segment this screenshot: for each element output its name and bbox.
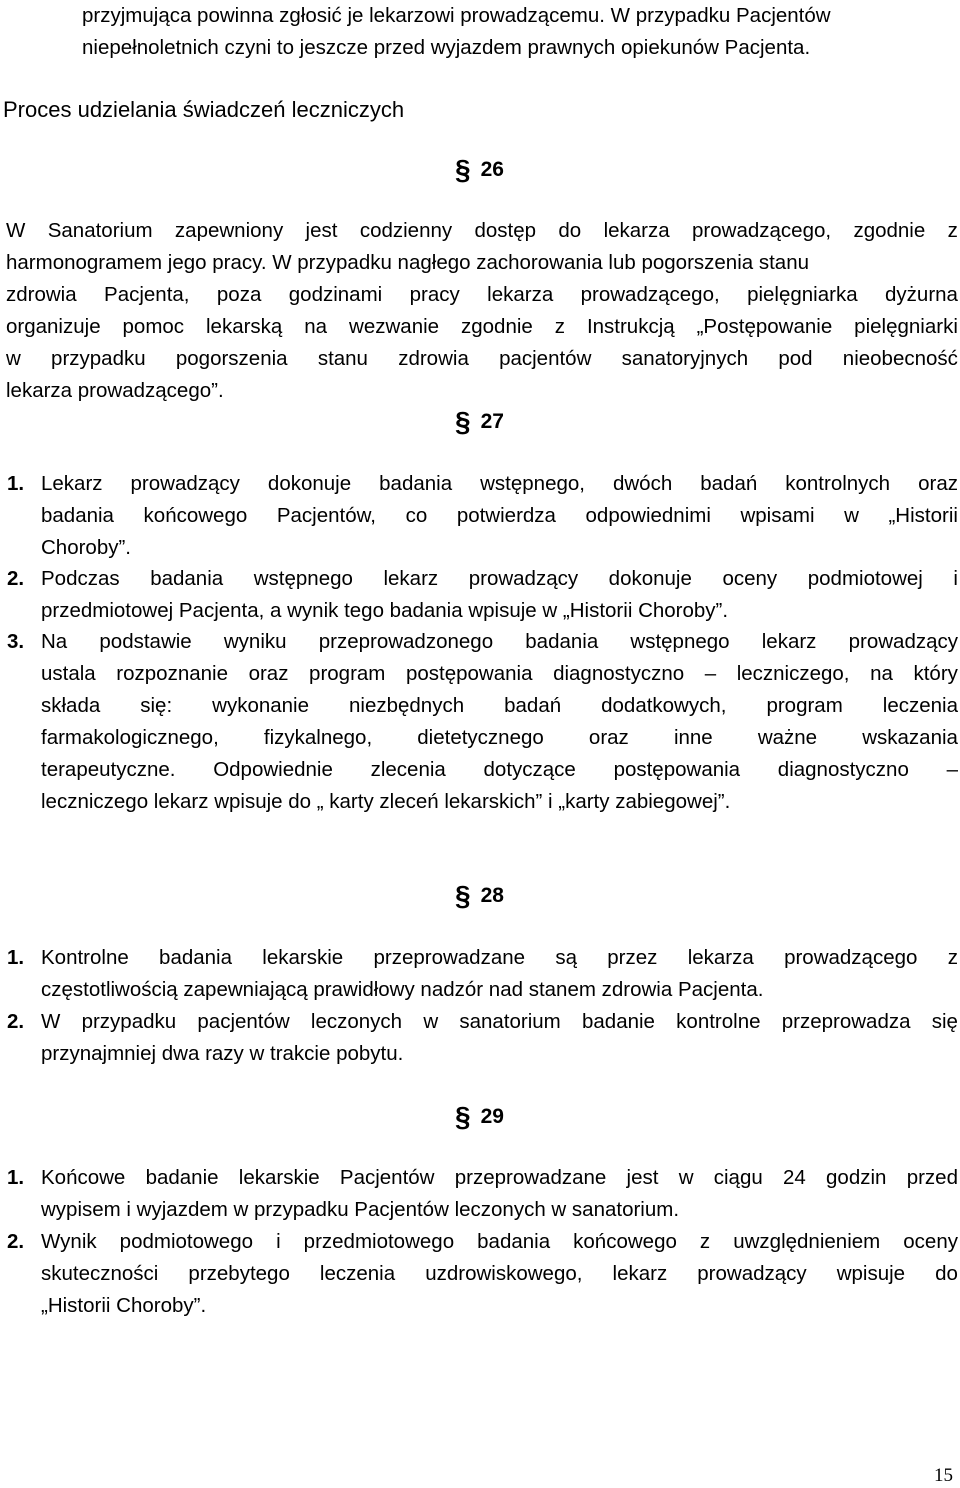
word: lekarz — [761, 630, 817, 653]
word: fizykalnego, — [263, 726, 373, 749]
word: przez — [607, 946, 658, 969]
word: dokonuje — [267, 472, 352, 495]
word: godzin — [826, 1166, 887, 1189]
word: organizuje — [6, 315, 101, 338]
word: dokonuje — [608, 567, 692, 590]
word: postępowania — [405, 662, 533, 685]
text-line — [41, 1166, 958, 1190]
text-line — [41, 662, 958, 686]
word: sanatorium — [459, 1010, 561, 1033]
word: badania — [159, 946, 233, 969]
text-line — [6, 347, 958, 371]
word: prowadzącego, — [580, 283, 720, 306]
text-line — [41, 472, 958, 496]
word: zdrowia — [398, 347, 469, 370]
word: potwierdza — [456, 504, 556, 527]
word: dwóch — [612, 472, 673, 495]
word: zapewniony — [174, 219, 284, 242]
text-line — [41, 1262, 958, 1286]
word: w — [6, 347, 21, 370]
word: skuteczności — [41, 1262, 159, 1285]
word: przypadku — [51, 347, 146, 370]
section-sign: § — [455, 1101, 471, 1132]
word: prowadzący — [697, 1262, 807, 1285]
word: pielęgniarka — [747, 283, 858, 306]
word: badania — [477, 1230, 551, 1253]
word: ciągu — [713, 1166, 763, 1189]
paragraph-26-number — [455, 154, 504, 185]
text-line: wypisem i wyjazdem w przypadku Pacjentów leczonych w sanatorium. — [41, 1198, 680, 1221]
word: lekarską — [206, 315, 283, 338]
word: terapeutyczne. — [41, 758, 176, 781]
text-line: przynajmniej dwa razy w trakcie pobytu. — [41, 1042, 404, 1065]
word: Instrukcją — [586, 315, 675, 338]
word: dodatkowych, — [601, 694, 727, 717]
word: uzdrowiskowego, — [425, 1262, 583, 1285]
word: na — [304, 315, 328, 338]
word: leczenia — [319, 1262, 396, 1285]
intro-line-2: niepełnoletnich czyni to jeszcze przed wyjazdem prawnych opiekunów Pacjenta. — [82, 36, 811, 59]
word: Pacjenta, — [104, 283, 190, 306]
word: lekarza — [487, 283, 554, 306]
intro-line-1: przyjmująca powinna zgłosić je lekarzowi prowadzącemu. W przypadku Pacjentów — [82, 4, 831, 27]
word: są — [555, 946, 577, 969]
word: jest — [626, 1166, 659, 1189]
word: prowadzącego — [784, 946, 918, 969]
word: niezbędnych — [349, 694, 465, 717]
text-line: leczniczego lekarz wpisuje do „ karty zleceń lekarskich” i „karty zabiegowej”. — [41, 790, 731, 813]
text-line — [41, 946, 958, 970]
word: lekarza — [687, 946, 754, 969]
word: pacjentów — [197, 1010, 290, 1033]
paragraph-number-text: 29 — [480, 1105, 504, 1128]
word: stanu — [317, 347, 368, 370]
word: z — [947, 946, 958, 969]
word: jest — [305, 219, 338, 242]
word: przeprowadza — [781, 1010, 911, 1033]
word: rozpoznanie — [116, 662, 228, 685]
text-line — [41, 630, 958, 654]
word: Pacjentów, — [276, 504, 376, 527]
word: końcowego — [143, 504, 248, 527]
word: badań — [700, 472, 758, 495]
word: i — [276, 1230, 281, 1253]
paragraph-number-text: 26 — [480, 158, 504, 181]
page-number: 15 — [934, 1465, 953, 1486]
word: kontrolnych — [785, 472, 891, 495]
text-line — [6, 283, 958, 307]
word: dotyczące — [483, 758, 576, 781]
item-number: 1. — [7, 946, 25, 969]
word: wstępnego — [630, 630, 730, 653]
word: do — [935, 1262, 958, 1285]
word: który — [913, 662, 958, 685]
word: Podczas — [41, 567, 120, 590]
word: ważne — [757, 726, 818, 749]
word: zgodnie — [853, 219, 926, 242]
word: wstępnego — [253, 567, 353, 590]
text-line — [41, 504, 958, 528]
word: codzienny — [359, 219, 453, 242]
word: wstępnego, — [480, 472, 585, 495]
word: na — [870, 662, 893, 685]
word: sanatoryjnych — [621, 347, 749, 370]
text-line — [41, 1010, 958, 1034]
word: godzinami — [288, 283, 383, 306]
text-line: częstotliwością zapewniającą prawidłowy nadzór nad stanem zdrowia Pacjenta. — [41, 978, 764, 1001]
word: „Postępowanie — [696, 315, 833, 338]
word: W — [41, 1010, 61, 1033]
word: w — [844, 504, 859, 527]
word: wskazania — [862, 726, 958, 749]
paragraph-29-number — [455, 1101, 504, 1132]
word: przebytego — [188, 1262, 290, 1285]
word: prowadzący — [468, 567, 579, 590]
word: zgodnie — [461, 315, 533, 338]
text-line — [41, 758, 958, 782]
word: zlecenia — [370, 758, 446, 781]
text-line: „Historii Choroby”. — [41, 1294, 207, 1317]
paragraph-27-number — [455, 406, 504, 437]
word: oceny — [903, 1230, 958, 1253]
word: oraz — [918, 472, 958, 495]
word: W — [6, 219, 26, 242]
word: podmiotowego — [119, 1230, 254, 1253]
word: oceny — [722, 567, 778, 590]
paragraph-number-text: 28 — [480, 884, 504, 907]
item-number: 3. — [7, 630, 25, 653]
word: z — [699, 1230, 711, 1253]
word: Na — [41, 630, 68, 653]
word: pacjentów — [499, 347, 592, 370]
item-number: 2. — [7, 1010, 25, 1033]
word: dietetycznego — [417, 726, 544, 749]
paragraph-28-number — [455, 880, 504, 911]
word: w — [678, 1166, 694, 1189]
word: leczonych — [310, 1010, 403, 1033]
word: co — [405, 504, 428, 527]
item-number: 2. — [7, 567, 25, 590]
word: Kontrolne — [41, 946, 129, 969]
word: się — [931, 1010, 958, 1033]
word: wezwanie — [349, 315, 440, 338]
word: Odpowiednie — [213, 758, 333, 781]
word: przed — [906, 1166, 958, 1189]
word: leczniczego, — [736, 662, 850, 685]
text-line — [41, 726, 958, 750]
word: „Historii — [888, 504, 958, 527]
word: program — [309, 662, 386, 685]
word: lekarza — [603, 219, 670, 242]
word: badań — [504, 694, 562, 717]
word: nieobecność — [842, 347, 958, 370]
word: pomoc — [122, 315, 185, 338]
word: przeprowadzane — [454, 1166, 607, 1189]
word: pod — [778, 347, 813, 370]
word: diagnostyczno — [777, 758, 909, 781]
section-sign: § — [455, 880, 471, 911]
word: wykonanie — [212, 694, 310, 717]
word: odpowiednimi — [585, 504, 711, 527]
word: badania — [525, 630, 599, 653]
word: prowadzącego, — [692, 219, 832, 242]
word: do — [558, 219, 582, 242]
word: składa — [41, 694, 101, 717]
word: 24 — [782, 1166, 806, 1189]
word: przypadku — [81, 1010, 177, 1033]
word: dyżurna — [885, 283, 958, 306]
word: prowadzący — [848, 630, 958, 653]
word: inne — [673, 726, 713, 749]
word: przeprowadzonego — [318, 630, 494, 653]
text-line: Choroby”. — [41, 536, 132, 559]
word: badania — [379, 472, 453, 495]
word: końcowego — [573, 1230, 677, 1253]
word: pielęgniarki — [854, 315, 958, 338]
word: lekarz — [383, 567, 439, 590]
text-line: przedmiotowej Pacjenta, a wynik tego badania wpisuje w „Historii Choroby”. — [41, 599, 729, 622]
word: przedmiotowego — [303, 1230, 455, 1253]
word: postępowania — [613, 758, 741, 781]
word: badanie — [581, 1010, 655, 1033]
word: program — [766, 694, 843, 717]
word: wyniku — [223, 630, 287, 653]
word: Lekarz — [41, 472, 103, 495]
text-line: harmonogramem jego pracy. W przypadku nagłego zachorowania lub pogorszenia stanu — [6, 251, 809, 274]
word: wpisuje — [836, 1262, 906, 1285]
word: i — [953, 567, 958, 590]
word: – — [704, 662, 717, 685]
word: lekarz — [612, 1262, 668, 1285]
text-line — [6, 315, 958, 339]
word: z — [947, 219, 958, 242]
text-line — [41, 1230, 958, 1254]
text-line — [6, 219, 958, 243]
word: badanie — [145, 1166, 219, 1189]
text-line — [41, 567, 958, 591]
word: dostęp — [474, 219, 537, 242]
item-number: 1. — [7, 472, 25, 495]
word: lekarskie — [238, 1166, 320, 1189]
word: oraz — [588, 726, 629, 749]
word: w — [423, 1010, 439, 1033]
word: pogorszenia — [175, 347, 288, 370]
word: lekarskie — [262, 946, 344, 969]
word: badania — [150, 567, 224, 590]
word: badania — [41, 504, 114, 527]
word: przeprowadzane — [373, 946, 526, 969]
paragraph-number-text: 27 — [480, 410, 504, 433]
word: ustala — [41, 662, 96, 685]
word: kontrolne — [676, 1010, 761, 1033]
word: diagnostyczno — [553, 662, 685, 685]
section-heading: Proces udzielania świadczeń leczniczych — [3, 97, 405, 122]
word: prowadzący — [130, 472, 240, 495]
word: poza — [216, 283, 262, 306]
text-line — [41, 694, 958, 718]
section-sign: § — [455, 406, 471, 437]
word: podstawie — [99, 630, 192, 653]
word: podmiotowej — [807, 567, 923, 590]
word: wpisami — [740, 504, 815, 527]
word: – — [946, 758, 958, 781]
word: Wynik — [41, 1230, 97, 1253]
word: Pacjentów — [339, 1166, 435, 1189]
item-number: 2. — [7, 1230, 25, 1253]
word: pracy — [409, 283, 460, 306]
section-sign: § — [455, 154, 471, 185]
word: oraz — [248, 662, 289, 685]
word: uwzględnieniem — [733, 1230, 881, 1253]
word: się: — [140, 694, 173, 717]
word: z — [554, 315, 565, 338]
word: leczenia — [882, 694, 958, 717]
text-line: lekarza prowadzącego”. — [6, 379, 224, 402]
word: Sanatorium — [47, 219, 153, 242]
word: Końcowe — [41, 1166, 126, 1189]
item-number: 1. — [7, 1166, 25, 1189]
word: zdrowia — [6, 283, 77, 306]
word: farmakologicznego, — [41, 726, 219, 749]
